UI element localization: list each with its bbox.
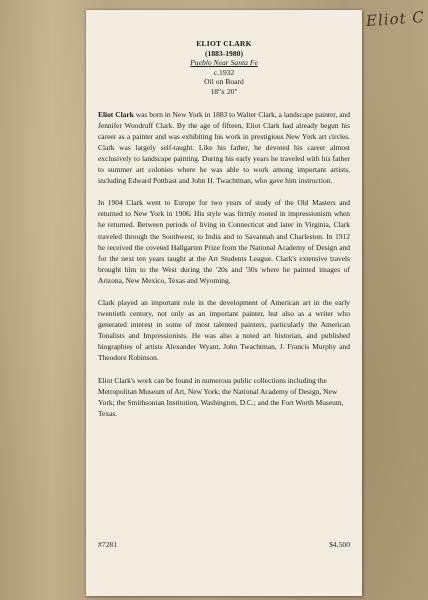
inventory-number: #7281 xyxy=(98,540,117,549)
card-header xyxy=(98,39,350,97)
artwork-dimensions: 18"x 20" xyxy=(210,86,238,96)
artwork-title: Pueblo Near Santa Fe xyxy=(190,58,258,68)
bio-paragraph-3: Clark played an important role in the development of American art in the early twentieth century, not only as an important painter, but also as a writer who generated interest in some of most talented painters, particularly the American Tonalists and Impressionists. He was also a noted art historian, and published biographies of artists Alexander Wyant, John Twachtman, J. Francis Murphy and Theodore Robinson. xyxy=(98,297,350,363)
bio-paragraph-1 xyxy=(98,109,350,187)
artwork-date: c.1932 xyxy=(213,67,235,77)
description-card xyxy=(86,10,362,596)
handwritten-inscription: Eliot C xyxy=(365,7,426,31)
bio-lead-name: Eliot Clark xyxy=(98,109,134,119)
bio-paragraph-1-text: was born in New York in 1883 to Walter Clark, a landscape painter, and Jennifer Woodruff Clark. By the age of fifteen, Eliot Clark had already begun his career as a painter and was exhibiting his work in prestigious New York art circles. Clark was largely self-taught. Like his father, he devoted his career almost exclusively to landscape painting. During his early years he traveled with his father to summer art colonies where he was able to work among important artists, including Edward Potthast and John H. Twachtman, who gave him instruction. xyxy=(98,109,350,186)
artwork-medium: Oil on Board xyxy=(204,77,244,87)
artist-dates: (1883-1980) xyxy=(205,48,243,58)
biography xyxy=(98,109,350,419)
artist-name: ELIOT CLARK xyxy=(196,39,252,48)
card-footer xyxy=(98,540,350,549)
price: $4,500 xyxy=(329,540,350,549)
bio-paragraph-2: In 1904 Clark went to Europe for two years of study of the Old Masters and returned to New York in 1906. His style was firmly rooted in impressionism when he returned. Between periods of living in Connecticut and later in Virginia, Clark traveled through the Southwest, to India and to Savannah and Charleston. In 1912 he received the coveted Hallgarten Prize from the National Academy of Design and for the next ten years taught at the Art Students League. Clark's extensive travels brought him to the West during the '20s and '30s where he painted images of Arizona, New Mexico, Texas and Wyoming. xyxy=(98,198,350,285)
bio-paragraph-4: Eliot Clark's work can be found in numerous public collections including the Metropolitan Museum of Art, New York; the National Academy of Design, New York; the Smithsonian Institution, Washington, D.C.; and the Fort Worth Museum, Texas. xyxy=(98,375,344,418)
